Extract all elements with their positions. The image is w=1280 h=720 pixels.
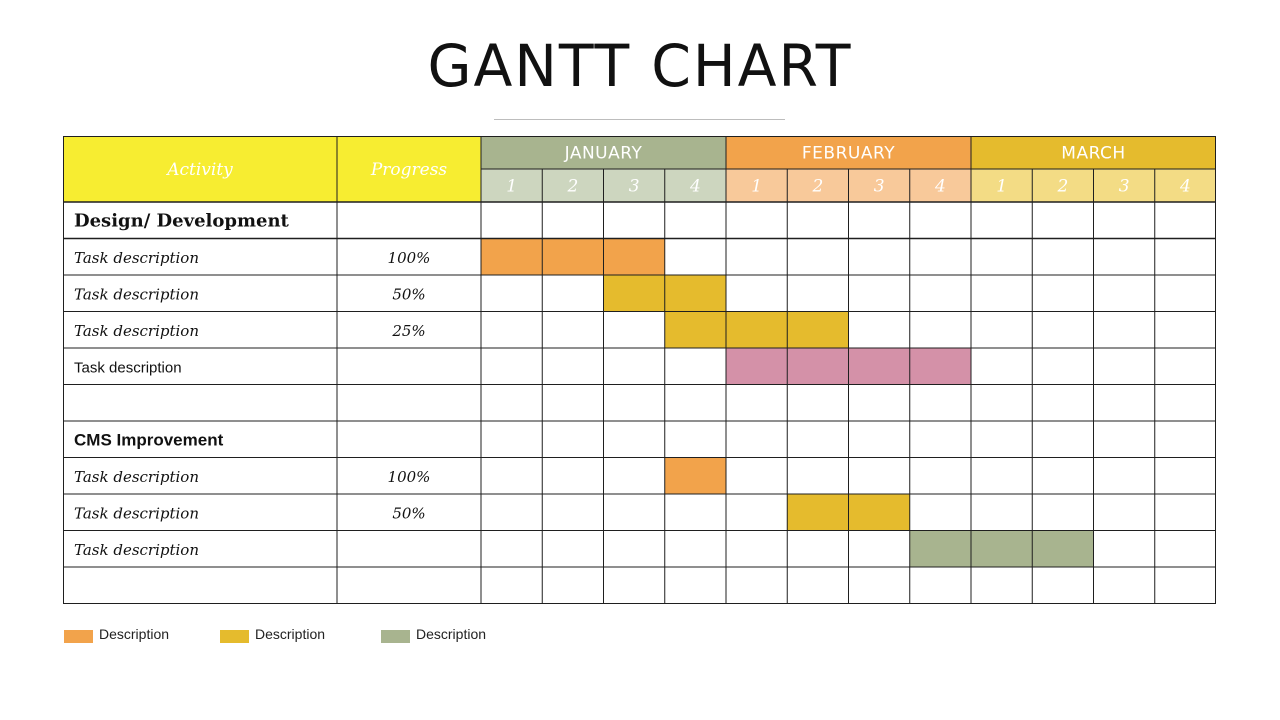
week-label: 1	[996, 176, 1008, 197]
task-bar	[665, 312, 849, 349]
week-label: 1	[751, 176, 763, 197]
page-title: GANTT CHART	[427, 32, 853, 100]
section-label: CMS Improvement	[74, 430, 224, 450]
task-bar	[665, 458, 726, 495]
task-label: Task description	[74, 321, 200, 340]
gantt-chart	[63, 136, 1216, 604]
week-label: 3	[628, 176, 640, 197]
legend-swatch	[220, 630, 249, 643]
task-bar	[481, 239, 665, 276]
title-divider	[494, 119, 785, 120]
legend-label: Description	[255, 626, 326, 642]
month-label: MARCH	[1061, 143, 1126, 164]
month-label: FEBRUARY	[801, 143, 896, 164]
week-label: 4	[1179, 176, 1191, 197]
task-label: Task description	[74, 359, 182, 377]
legend-label: Description	[99, 626, 170, 642]
progress-value: 100%	[387, 467, 431, 486]
progress-value: 25%	[392, 321, 426, 340]
week-label: 3	[1118, 176, 1130, 197]
legend-item	[220, 626, 325, 642]
legend-swatch	[64, 630, 93, 643]
task-label: Task description	[74, 467, 200, 486]
legend-label: Description	[416, 626, 487, 642]
week-label: 2	[567, 176, 579, 197]
week-label: 4	[934, 176, 946, 197]
week-label: 1	[506, 176, 518, 197]
section-label: Design/ Development	[74, 210, 289, 232]
week-label: 2	[1057, 176, 1069, 197]
task-label: Task description	[74, 248, 200, 267]
month-label: JANUARY	[564, 143, 643, 164]
legend-swatch	[381, 630, 410, 643]
week-label: 4	[689, 176, 701, 197]
task-label: Task description	[74, 540, 200, 559]
legend-item	[64, 626, 169, 642]
header-activity: Activity	[167, 160, 233, 180]
progress-value: 50%	[392, 504, 426, 523]
progress-value: 50%	[392, 285, 426, 304]
week-label: 3	[873, 176, 885, 197]
progress-value: 100%	[387, 248, 431, 267]
task-label: Task description	[74, 504, 200, 523]
task-bar	[910, 531, 1094, 568]
header-progress: Progress	[370, 160, 448, 180]
week-label: 2	[812, 176, 824, 197]
task-label: Task description	[74, 285, 200, 304]
legend-item	[381, 626, 486, 642]
